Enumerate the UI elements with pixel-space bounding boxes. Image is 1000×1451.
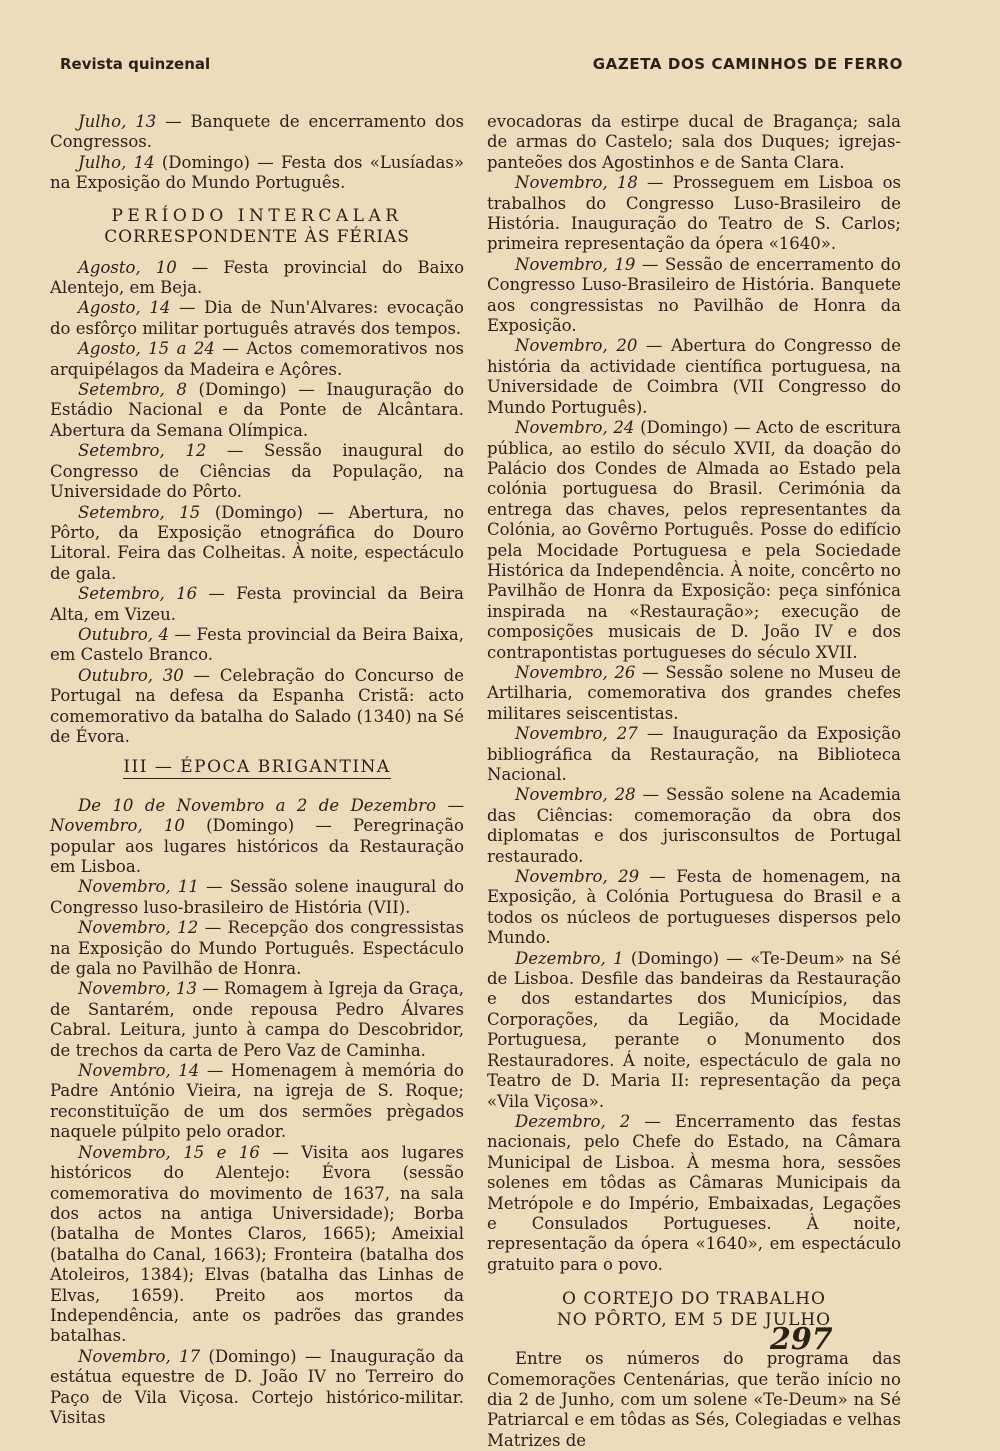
entry-text: — Prosseguem em Lisboa os trabalhos do Congresso Luso-Brasileiro de História. Inauguração do Teatro de S. Carlos; primeira representação da ópera «1640». xyxy=(487,173,901,254)
left-column xyxy=(50,112,464,1428)
entry-date: Novembro, 18 xyxy=(515,173,638,193)
entry-text: (Domingo) — Abertura, no Pôrto, da Exposição etnográfica do Douro Litoral. Feira das Colheitas. À noite, espectáculo de gala. xyxy=(50,502,465,583)
entry-date: Setembro, 8 xyxy=(78,380,187,400)
entry-text: — Visita aos lugares históricos do Alentejo: Évora (sessão comemorativa do movimento de 1637, na sala dos actos na antiga Universidade); Borba (batalha de Montes Claros, 1665); Ameixial (batalha do Canal, 1663); Fronteira (batalha dos Atoleiros, 1384); Elvas (batalha das Linhas de Elvas, 1659). Preito aos mortos da Independência, ante os padrões das grandes batalhas. xyxy=(50,1142,464,1346)
entry-text: — Celebração do Concurso de Portugal na defesa da Espanha Cristã: acto comemorativo da batalha do Salado (1340) na Sé de Évora. xyxy=(50,665,464,746)
section-heading-cortejo xyxy=(487,1289,901,1331)
program-entry xyxy=(487,1112,901,1275)
program-entry xyxy=(50,441,464,502)
right-column xyxy=(487,112,901,1451)
running-header-right: GAZETA DOS CAMINHOS DE FERRO xyxy=(592,55,903,73)
entry-date: Dezembro, 1 xyxy=(515,948,624,968)
entry-text: (Domingo) — Inauguração da estátua equestre de D. João IV no Terreiro do Paço de Vila Viçosa. Cortejo histórico-militar. Visitas xyxy=(50,1346,464,1427)
entry-date: Novembro, 14 xyxy=(78,1061,200,1081)
program-entry xyxy=(50,153,464,194)
entry-text: — Romagem à Igreja da Graça, de Santarém, onde repousa Pedro Álvares Cabral. Leitura, junto à campa do Descobridor, de trechos da carta de Pero Vaz de Caminha. xyxy=(50,979,464,1060)
closing-paragraph: Entre os números do programa das Comemorações Centenárias, que terão início no dia 2 de Junho, com um solene «Te-Deum» na Sé Patriarcal e em tôdas as Sés, Colegiadas e velhas Matrizes de xyxy=(487,1349,901,1450)
section-heading-line: CORRESPONDENTE ÀS FÉRIAS xyxy=(104,226,410,247)
entry-text: — Homenagem à memória do Padre António Vieira, na igreja de S. Roque; reconstituïção de um dos sermões prègados naquele púlpito pelo orador. xyxy=(50,1061,464,1142)
section-heading-line: O CORTEJO DO TRABALHO xyxy=(562,1289,826,1310)
entry-date: Novembro, 28 xyxy=(515,785,636,805)
entry-date: Agosto, 14 xyxy=(78,298,171,318)
entry-date: Novembro, 27 xyxy=(515,724,638,744)
entry-date: Novembro, 12 xyxy=(78,918,199,938)
program-entry xyxy=(50,584,464,625)
entry-date: Outubro, 4 xyxy=(78,624,170,644)
section-heading-text: III — ÉPOCA BRIGANTINA xyxy=(123,757,391,778)
entry-group xyxy=(50,112,464,194)
entry-date: Outubro, 30 xyxy=(78,665,184,685)
program-entry xyxy=(50,877,464,918)
section-heading-line: PERÍODO INTERCALAR xyxy=(111,205,403,226)
running-header-left: Revista quinzenal xyxy=(60,55,211,73)
entry-text: (Domingo) — Acto de escritura pública, ao estilo do século XVII, da doação do Palácio dos Condes de Almada ao Estado pela colónia portuguesa do Brasil. Cerimónia da entrega das chaves, pelos representantes da Colónia, ao Govêrno Português. Posse do edifício pela Mocidade Portuguesa e pela Sociedade Histórica da Independência. À noite, concêrto no Pavilhão de Honra da Exposição: peça sinfónica inspirada na «Restauração»; execução de composições musicais de D. João IV e dos contrapontistas portugueses do século XVII. xyxy=(487,418,901,662)
entry-date: Novembro, 29 xyxy=(515,867,640,887)
entry-text: — Actos comemorativos nos arquipélagos da Madeira e Açôres. xyxy=(50,339,464,379)
entry-text: — Sessão solene inaugural do Congresso luso-brasileiro de História (VII). xyxy=(50,877,464,917)
entry-text: — Abertura do Congresso de história da actividade científica portuguesa, na Universidade de Coimbra (VII Congresso do Mundo Português). xyxy=(487,336,901,417)
program-entry xyxy=(50,258,464,299)
program-entry xyxy=(487,724,901,785)
entry-group xyxy=(487,173,901,1275)
entry-date: Novembro, 19 xyxy=(515,254,636,274)
program-entry xyxy=(50,380,464,441)
entry-date: Agosto, 10 xyxy=(78,257,177,277)
program-entry xyxy=(50,1143,464,1347)
entry-text: — Festa de homenagem, na Exposição, à Colónia Portuguesa do Brasil e a todos os núcleos de portugueses dispersos pelo Mundo. xyxy=(487,867,901,948)
program-entry xyxy=(50,112,464,153)
continuation-paragraph: evocadoras da estirpe ducal de Bragança; sala de armas do Castelo; sala dos Duques; igrejas-panteões dos Agostinhos e de Santa Clara. xyxy=(487,112,901,172)
entry-text: — Inauguração da Exposição bibliográfica da Restauração, na Biblioteca Nacional. xyxy=(487,724,901,784)
program-entry xyxy=(487,867,901,949)
section-heading-line: NO PÔRTO, EM 5 DE JULHO xyxy=(556,1310,832,1331)
entry-date: Dezembro, 2 xyxy=(515,1111,631,1131)
program-entry xyxy=(50,666,464,748)
program-entry xyxy=(50,796,464,878)
program-entry xyxy=(487,785,901,867)
entry-date: Novembro, 15 e 16 xyxy=(78,1142,260,1162)
entry-date: Agosto, 15 a 24 xyxy=(78,339,215,359)
program-entry xyxy=(50,503,464,585)
entry-date: Setembro, 16 xyxy=(78,584,198,604)
entry-text: — Dia de Nun'Alvares: evocação do esfôrço militar português através dos tempos. xyxy=(50,298,464,338)
entry-date: Julho, 14 xyxy=(78,152,155,172)
entry-text: — Sessão inaugural do Congresso de Ciências da População, na Universidade do Pôrto. xyxy=(50,441,464,502)
program-entry xyxy=(487,173,901,255)
entry-group xyxy=(50,796,464,1429)
program-entry xyxy=(50,339,464,380)
entry-text: — Sessão solene na Academia das Ciências: comemoração da obra dos diplomatas e dos jurisconsultos de Portugal restaurado. xyxy=(487,785,901,866)
program-entry xyxy=(50,979,464,1061)
program-entry xyxy=(487,663,901,724)
program-entry xyxy=(50,1061,464,1143)
entry-text: (Domingo) — Peregrinação popular aos lugares históricos da Restauração em Lisboa. xyxy=(50,816,464,876)
program-entry xyxy=(487,949,901,1112)
entry-date: Novembro, 17 xyxy=(78,1346,201,1366)
entry-text: — Festa provincial da Beira Alta, em Vizeu. xyxy=(50,584,464,624)
entry-date: De 10 de Novembro a 2 de Dezembro — Novembro, 10 xyxy=(50,795,464,836)
program-entry xyxy=(50,298,464,339)
entry-date: Novembro, 24 xyxy=(515,418,635,438)
section-heading-brigantina xyxy=(50,757,464,777)
entry-date: Setembro, 15 xyxy=(78,502,201,522)
entry-date: Novembro, 20 xyxy=(515,336,638,356)
entry-text: — Recepção dos congressistas na Exposição do Mundo Português. Espectáculo de gala no Pavilhão de Honra. xyxy=(50,918,464,979)
entry-date: Novembro, 13 xyxy=(78,979,197,999)
entry-text: — Festa provincial do Baixo Alentejo, em Beja. xyxy=(50,257,464,298)
entry-text: — Festa provincial da Beira Baixa, em Castelo Branco. xyxy=(50,624,464,665)
entry-text: (Domingo) — «Te-Deum» na Sé de Lisboa. Desfile das bandeiras da Restauração e dos estandartes dos Municípios, das Corporações, da Legião, da Mocidade Portuguesa, perante o Monumento dos Restauradores. Á noite, espectáculo de gala no Teatro de D. Maria II: representação da peça «Vila Viçosa». xyxy=(487,948,901,1111)
section-heading-intercalar xyxy=(50,206,464,248)
entry-date: Novembro, 11 xyxy=(78,877,199,897)
entry-text: — Sessão de encerramento do Congresso Luso-Brasileiro de História. Banquete aos congressistas no Pavilhão de Honra da Exposição. xyxy=(487,254,901,336)
entry-text: — Banquete de encerramento dos Congressos. xyxy=(50,112,464,152)
entry-text: (Domingo) — Inauguração do Estádio Nacional e da Ponte de Alcântara. Abertura da Semana Olímpica. xyxy=(50,380,465,440)
entry-text: (Domingo) — Festa dos «Lusíadas» na Exposição do Mundo Português. xyxy=(50,152,464,193)
page-number: 297 xyxy=(770,1322,833,1357)
program-entry xyxy=(50,625,464,666)
entry-date: Novembro, 26 xyxy=(515,662,636,682)
program-entry xyxy=(50,1347,464,1429)
entry-text: — Sessão solene no Museu de Artilharia, comemorativa dos grandes chefes militares seiscentistas. xyxy=(487,662,901,723)
program-entry xyxy=(487,255,901,337)
entry-date: Julho, 13 xyxy=(78,112,157,131)
entry-date: Setembro, 12 xyxy=(78,441,207,461)
entry-text: — Encerramento das festas nacionais, pelo Chefe do Estado, na Câmara Municipal de Lisboa. À mesma hora, sessões solenes em tôdas as Câmaras Municipais da Metrópole e do Império, Embaixadas, Legações e Consulados Portugueses. À noite, representação da ópera «1640», em espectáculo gratuito para o povo. xyxy=(487,1111,902,1274)
program-entry xyxy=(50,918,464,979)
entry-group xyxy=(50,258,464,748)
program-entry xyxy=(487,418,901,663)
program-entry xyxy=(487,336,901,418)
